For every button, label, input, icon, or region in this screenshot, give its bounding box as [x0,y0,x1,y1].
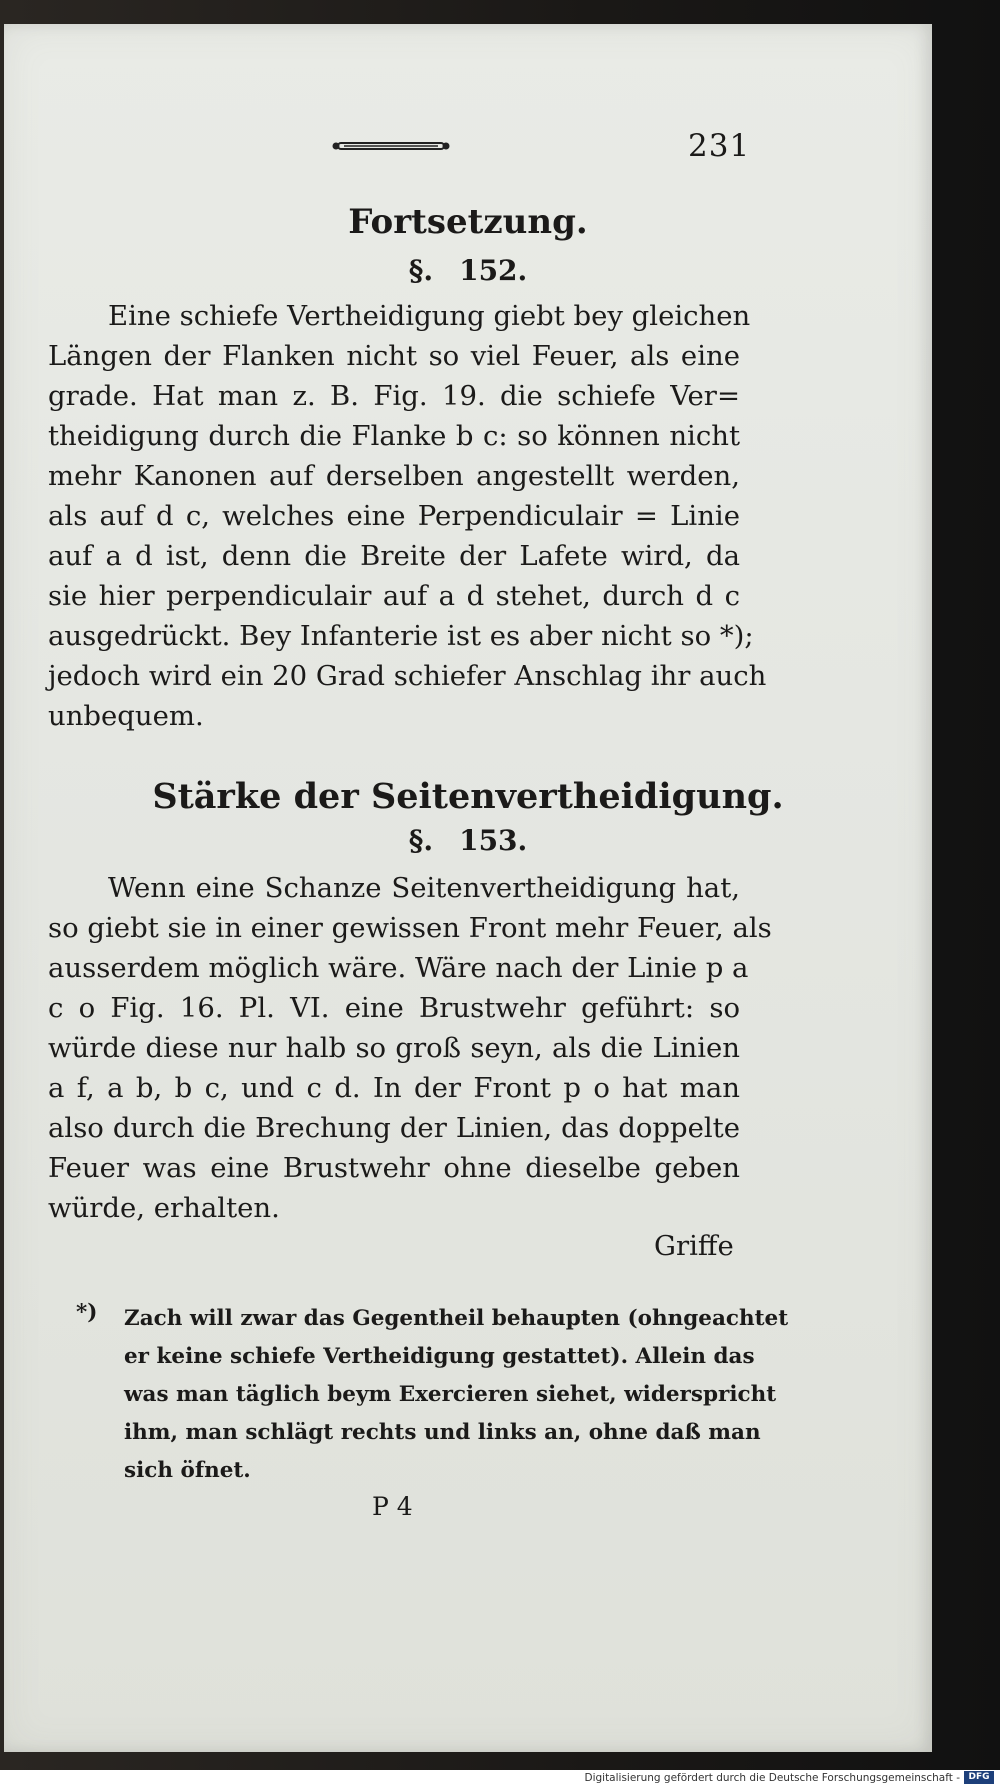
text-line: ausgedrückt. Bey Infanterie ist es aber nicht so *); [48,620,754,652]
section-number-152 [4,254,932,287]
text-line: ausserdem möglich wäre. Wäre nach der Linie p a [48,952,749,984]
footnote-mark: *) [76,1300,98,1325]
text-line: also durch die Brechung der Linien, das doppelte [48,1112,740,1144]
text-line: theidigung durch die Flanke b c: so können nicht [48,420,740,452]
text-line: sie hier perpendiculair auf a d stehet, durch d c [48,580,740,612]
text-line: grade. Hat man z. B. Fig. 19. die schiefe Ver= [48,380,740,412]
signature-mark: P 4 [372,1492,413,1521]
page-number: 231 [688,128,751,164]
text-line: würde, erhalten. [48,1192,280,1224]
text-line: unbequem. [48,700,204,732]
section-sign: §. [408,824,434,857]
section-number-value: 152. [459,254,528,287]
section-number-153 [4,824,932,857]
section-title-152: Fortsetzung. [348,202,588,242]
ornament-rule-icon [332,137,450,155]
section-title-153: Stärke der Seitenvertheidigung. [152,776,784,817]
text-line: a f, a b, b c, und c d. In der Front p o hat man [48,1072,740,1104]
footnote-line: was man täglich beym Exercieren siehet, widerspricht [124,1382,777,1407]
catchword: Griffe [654,1230,734,1262]
book-page [4,24,932,1752]
text-line: so giebt sie in einer gewissen Front mehr Feuer, als [48,912,772,944]
text-line: Wenn eine Schanze Seitenvertheidigung hat, [108,872,740,904]
funding-credit: Digitalisierung gefördert durch die Deutsche Forschungsgemeinschaft - [584,1772,960,1784]
text-line: Längen der Flanken nicht so viel Feuer, als eine [48,340,740,372]
footnote-line: sich öfnet. [124,1458,251,1483]
footnote-line: ihm, man schlägt rechts und links an, ohne daß man [124,1420,761,1445]
section-number-value: 153. [459,824,528,857]
footnote-line: er keine schiefe Vertheidigung gestattet). Allein das [124,1344,755,1369]
section-sign: §. [408,254,434,287]
text-line: jedoch wird ein 20 Grad schiefer Anschlag ihr auch [48,660,767,692]
text-line: Feuer was eine Brustwehr ohne dieselbe geben [48,1152,740,1184]
text-line: Eine schiefe Vertheidigung giebt bey gleichen [108,300,751,332]
footnote-line: Zach will zwar das Gegentheil behaupten (ohngeachtet [124,1306,789,1331]
text-line: mehr Kanonen auf derselben angestellt werden, [48,460,740,492]
text-line: würde diese nur halb so groß seyn, als die Linien [48,1032,740,1064]
dfg-logo[interactable]: DFG [964,1771,994,1784]
text-line: auf a d ist, denn die Breite der Lafete wird, da [48,540,740,572]
text-line: c o Fig. 16. Pl. VI. eine Brustwehr geführt: so [48,992,740,1024]
text-line: als auf d c, welches eine Perpendiculair = Linie [48,500,740,532]
